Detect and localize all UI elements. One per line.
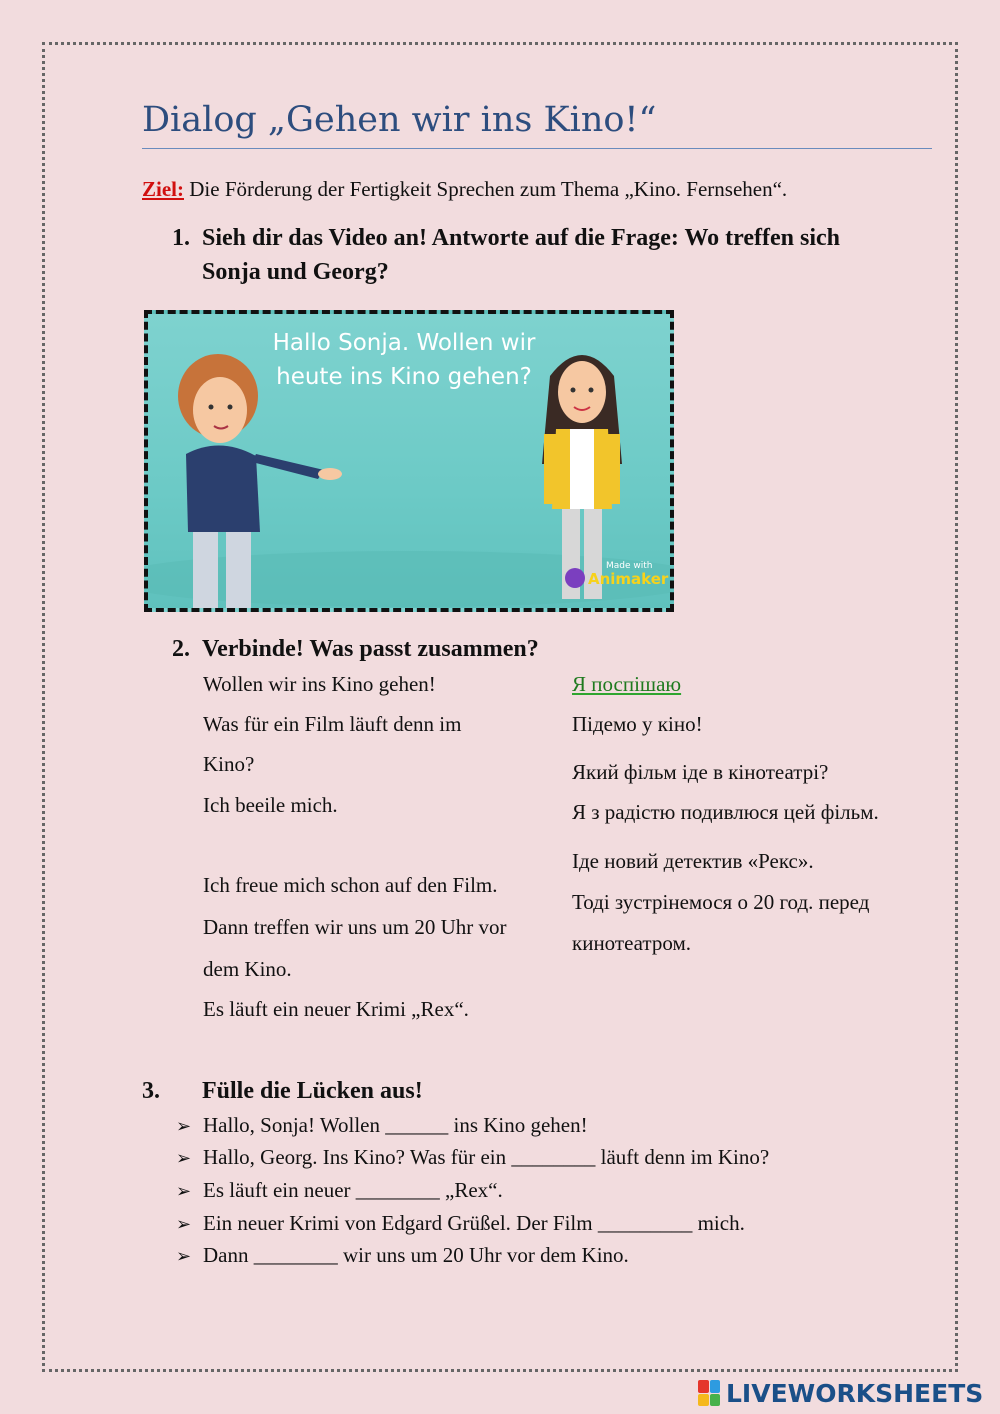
task-1 <box>172 225 932 295</box>
badge-brand: Animaker <box>588 570 669 588</box>
gap-item <box>176 1211 745 1236</box>
task-1-line-2: Sonja und Georg? <box>202 259 389 285</box>
arrow-bullet-icon: ➢ <box>176 1148 192 1169</box>
arrow-bullet-icon: ➢ <box>176 1246 192 1267</box>
badge-made-with: Made with <box>606 561 653 571</box>
video-frame <box>148 314 670 608</box>
ukrainian-line: кинотеатром. <box>572 931 692 955</box>
task-3 <box>142 1078 902 1108</box>
ukrainian-line: Який фільм іде в кінотеатрі? <box>572 760 829 784</box>
task-2 <box>172 636 932 666</box>
ukrainian-line: Я поспішаю <box>572 672 682 696</box>
arrow-bullet-icon: ➢ <box>176 1181 192 1202</box>
german-line: Es läuft ein neuer Krimi „Rex“. <box>203 997 469 1021</box>
gap-item-text: Dann ________ wir uns um 20 Uhr vor dem Kino. <box>203 1243 629 1267</box>
task-3-heading: Fülle die Lücken aus! <box>202 1078 423 1104</box>
german-line: Kino? <box>203 752 255 776</box>
speech-line-1: Hallo Sonja. Wollen wir <box>272 330 536 356</box>
ukrainian-line: Підемо у кіно! <box>572 712 703 736</box>
arrow-bullet-icon: ➢ <box>176 1214 192 1235</box>
task-1-number: 1. <box>172 225 190 251</box>
german-line: Dann treffen wir uns um 20 Uhr vor <box>203 915 507 939</box>
german-line: Ich freue mich schon auf den Film. <box>203 873 498 897</box>
gap-item-text: Es läuft ein neuer ________ „Rex“. <box>203 1178 503 1202</box>
german-line: Wollen wir ins Kino gehen! <box>203 672 436 696</box>
liveworksheets-logo-text: LIVEWORKSHEETS <box>726 1378 984 1408</box>
gap-item <box>176 1178 503 1203</box>
gap-item <box>176 1243 629 1268</box>
german-line: Ich beeile mich. <box>203 793 338 817</box>
ukrainian-line: Я з радістю подивлюся цей фільм. <box>572 800 879 824</box>
ukrainian-line: Тоді зустрінемося о 20 год. перед <box>572 890 870 914</box>
goal-text: Die Förderung der Fertigkeit Sprechen zum Thema „Kino. Fernsehen“. <box>184 177 788 201</box>
ukrainian-line: Іде новий детектив «Рекс». <box>572 849 814 873</box>
gap-item <box>176 1113 588 1138</box>
gap-item-text: Hallo, Georg. Ins Kino? Was für ein ________ läuft denn im Kino? <box>203 1145 770 1169</box>
page-title: Dialog „Gehen wir ins Kino!“ <box>142 100 932 149</box>
video-player[interactable] <box>144 310 674 612</box>
liveworksheets-logo[interactable] <box>698 1376 983 1410</box>
task-2-number: 2. <box>172 636 190 662</box>
gap-item-text: Hallo, Sonja! Wollen ______ ins Kino gehen! <box>203 1113 588 1137</box>
german-line: Was für ein Film läuft denn im <box>203 712 462 736</box>
speech-line-2: heute ins Kino gehen? <box>276 364 532 390</box>
gap-item-text: Ein neuer Krimi von Edgard Grüßel. Der Film _________ mich. <box>203 1211 745 1235</box>
task-3-number: 3. <box>142 1078 160 1104</box>
german-line: dem Kino. <box>203 957 292 981</box>
task-1-line-1: Sieh dir das Video an! Antworte auf die Frage: Wo treffen sich <box>202 225 840 251</box>
task-2-heading: Verbinde! Was passt zusammen? <box>202 636 539 662</box>
liveworksheets-logo-icon <box>698 1380 720 1406</box>
goal-line <box>142 177 787 202</box>
goal-label: Ziel: <box>142 177 184 201</box>
arrow-bullet-icon: ➢ <box>176 1116 192 1137</box>
gap-item <box>176 1145 769 1170</box>
